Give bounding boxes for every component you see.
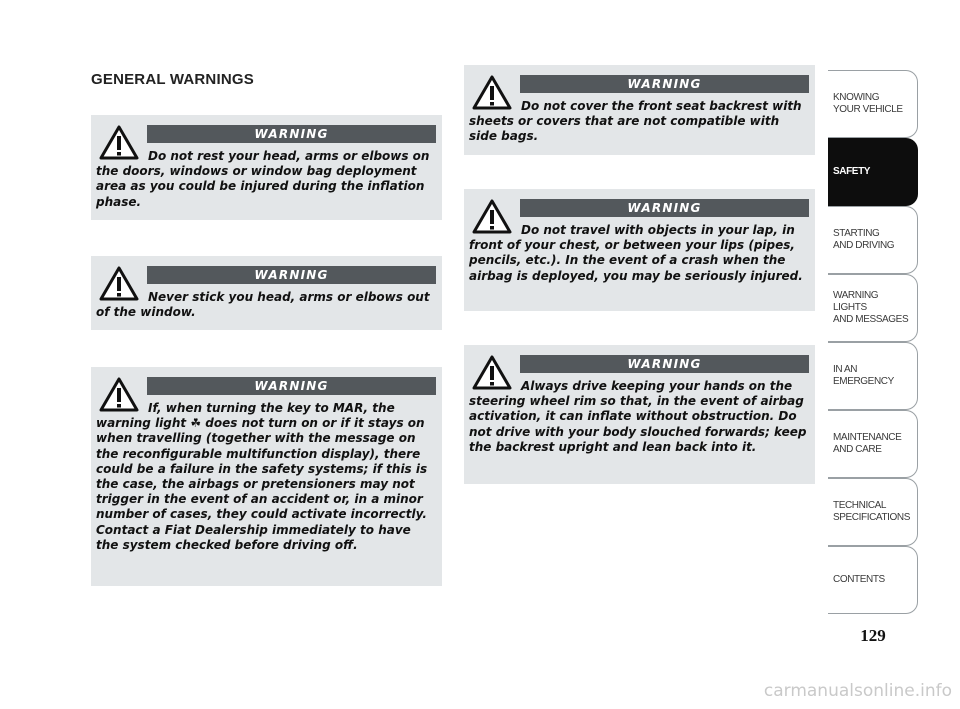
watermark: carmanualsonline.info bbox=[763, 681, 952, 701]
warning-text: If, when turning the key to MAR, the warning light ☘ does not turn on or if it stays on when travelling (together with the message on the reconfigurable multifunction display), there could be a failure in the safety systems; if this is the case, the airbags or pretensioners may not trigger in the event of an accident or, in a minor number of cases, they could activate incorrectly. Contact a Fiat Dealership immediately to have the system checked before driving off. bbox=[96, 401, 428, 552]
warning-box-seat-covers bbox=[464, 65, 815, 155]
warning-text: Do not rest your head, arms or elbows on the doors, windows or window bag deployment area as you could be injured during the inflation phase. bbox=[96, 149, 430, 209]
section-title: GENERAL WARNINGS bbox=[91, 71, 254, 88]
warning-label: WARNING bbox=[147, 266, 436, 284]
tab-label: KNOWING YOUR VEHICLE bbox=[833, 92, 903, 115]
tab-starting-and-driving[interactable] bbox=[828, 206, 918, 274]
warning-text: Always drive keeping your hands on the steering wheel rim so that, in the event of airbag activation, it can inflate without obstruction. Do not drive with your body slouched forwards; keep the backrest upright and lean back into it. bbox=[469, 379, 807, 454]
warning-text: Do not travel with objects in your lap, in front of your chest, or between your lips (pipes, pencils, etc.). In the event of a crash when the airbag is deployed, you may be seriously injured. bbox=[469, 223, 803, 283]
tab-label: WARNING LIGHTS AND MESSAGES bbox=[833, 290, 909, 325]
tab-label: SAFETY bbox=[833, 166, 871, 177]
page-number: 129 bbox=[860, 626, 886, 645]
tab-in-an-emergency[interactable] bbox=[828, 342, 918, 410]
warning-box-driving-posture bbox=[464, 345, 815, 484]
warning-box-objects bbox=[464, 189, 815, 311]
warning-label: WARNING bbox=[520, 355, 809, 373]
tab-label: MAINTENANCE AND CARE bbox=[833, 432, 902, 455]
warning-box-airbag-light bbox=[91, 367, 442, 586]
warning-text: Never stick you head, arms or elbows out of the window. bbox=[96, 290, 430, 320]
warning-text: Do not cover the front seat backrest with sheets or covers that are not compatible with side bags. bbox=[469, 99, 802, 144]
warning-box-head-arms bbox=[91, 115, 442, 220]
tab-warning-lights[interactable] bbox=[828, 274, 918, 342]
warning-label: WARNING bbox=[147, 125, 436, 143]
tab-maintenance-and-care[interactable] bbox=[828, 410, 918, 478]
tab-knowing-your-vehicle[interactable] bbox=[828, 70, 918, 138]
warning-label: WARNING bbox=[520, 199, 809, 217]
warning-label: WARNING bbox=[147, 377, 436, 395]
tab-label: TECHNICAL SPECIFICATIONS bbox=[833, 500, 911, 523]
warning-box-window bbox=[91, 256, 442, 330]
warning-label: WARNING bbox=[520, 75, 809, 93]
tab-technical-specifications[interactable] bbox=[828, 478, 918, 546]
tab-label: CONTENTS bbox=[833, 574, 885, 585]
tab-label: STARTING AND DRIVING bbox=[833, 228, 895, 251]
tab-label: IN AN EMERGENCY bbox=[833, 364, 894, 387]
tab-contents[interactable] bbox=[828, 546, 918, 614]
tab-safety[interactable] bbox=[828, 138, 918, 206]
